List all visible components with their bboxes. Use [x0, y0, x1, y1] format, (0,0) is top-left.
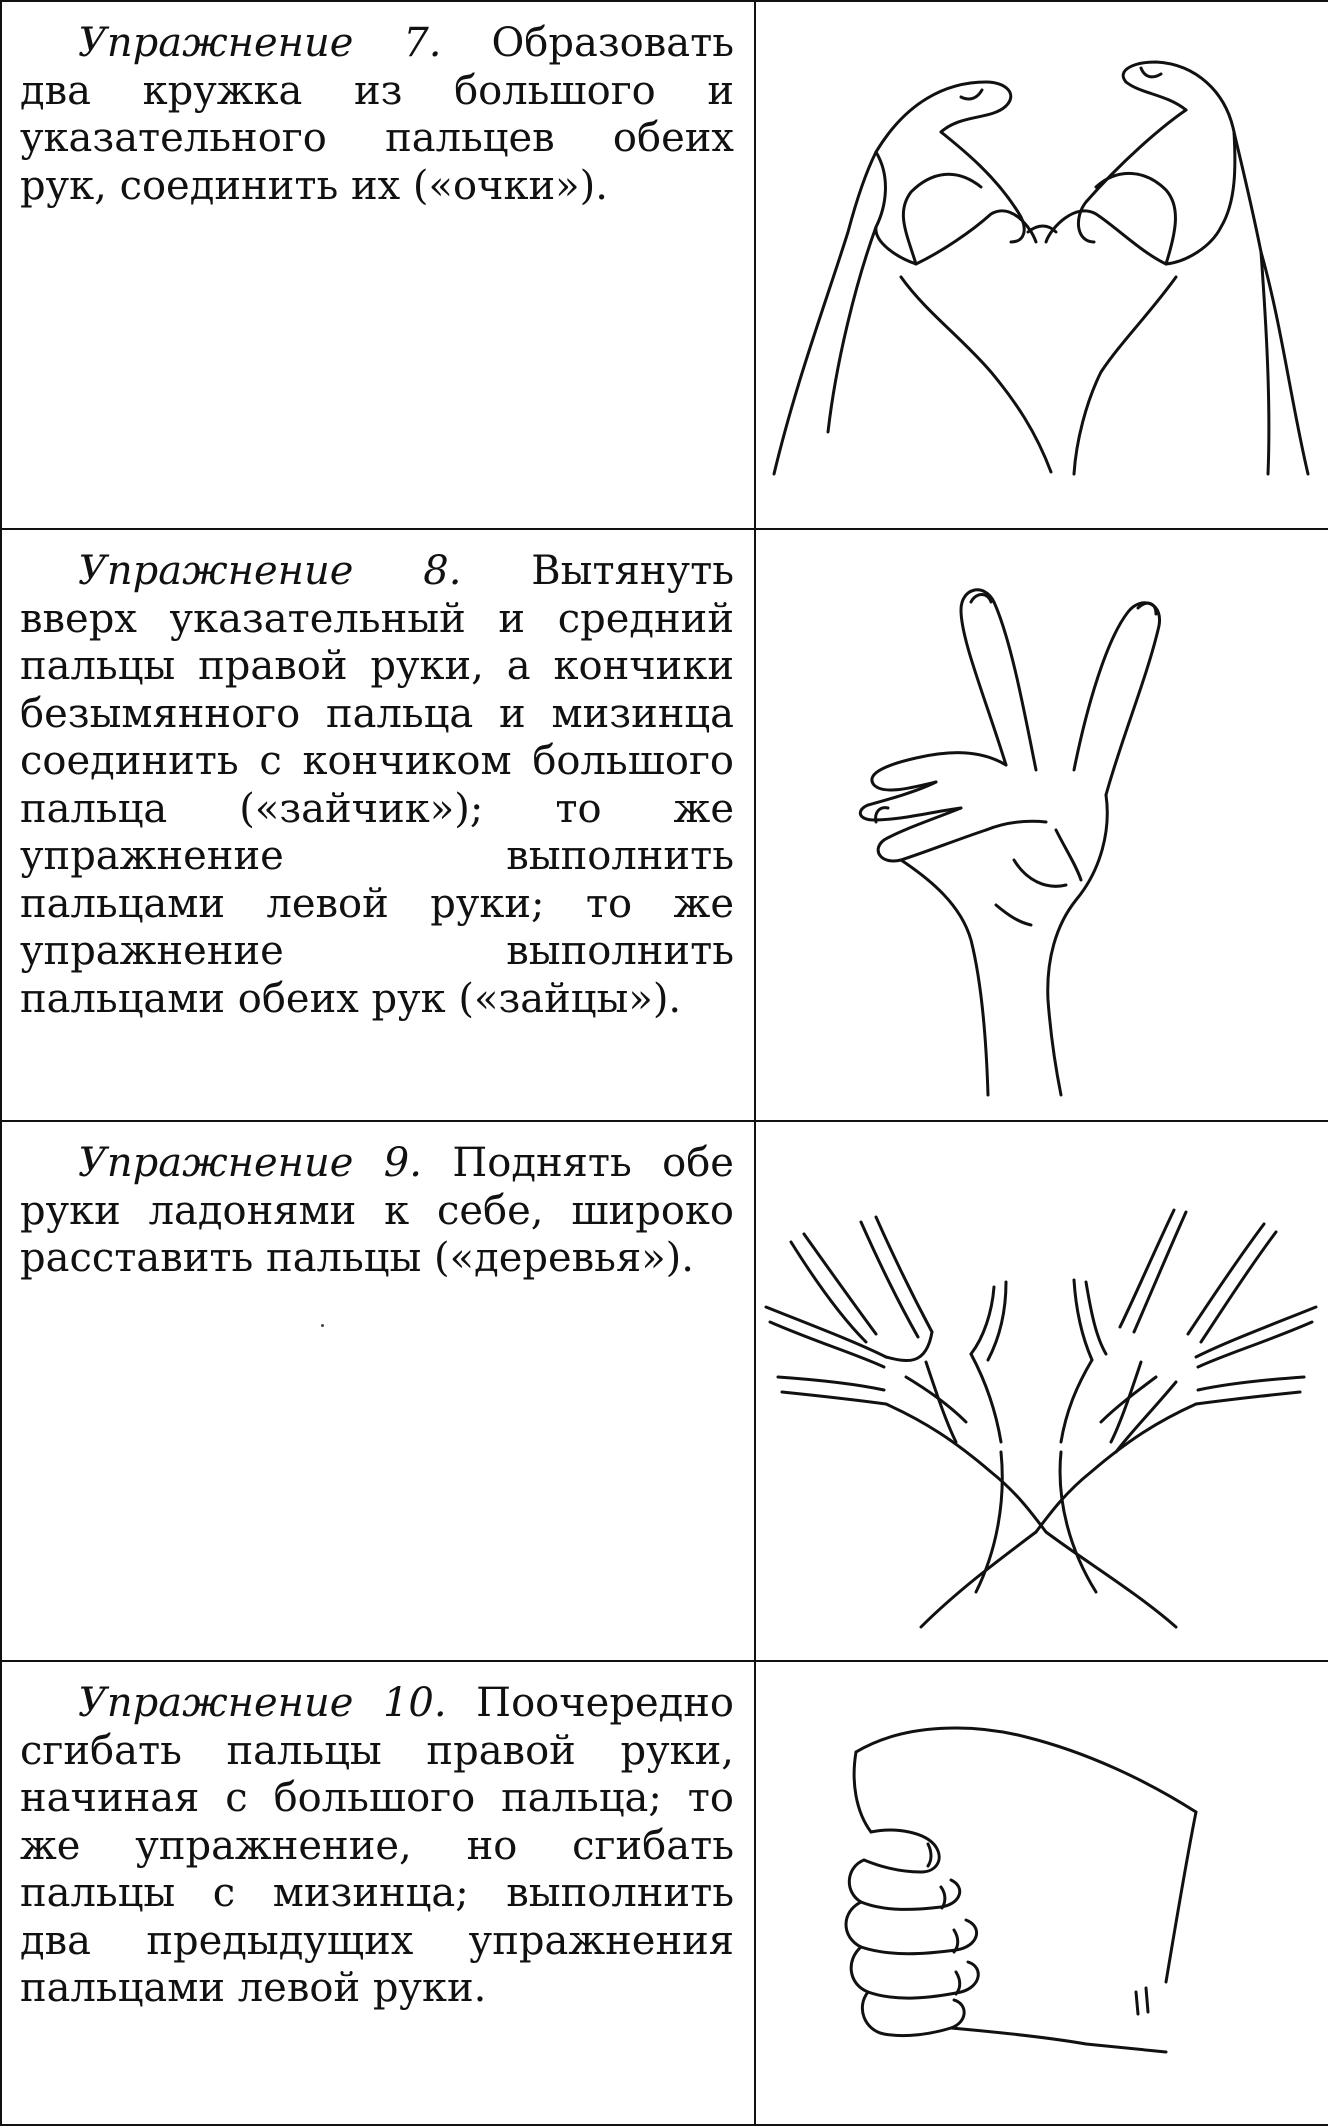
exercise-row-8 — [1, 529, 1328, 1121]
bunny-hand-icon — [756, 530, 1326, 1098]
exercise-row-7 — [1, 1, 1328, 529]
fist-hand-icon — [756, 1662, 1326, 2102]
exercise-figure-cell — [755, 1661, 1328, 2125]
exercise-label: Упражнение 10. — [78, 1680, 447, 1726]
exercise-body: Поднять обе руки ладонями к себе, широко расставить пальцы («деревья»). — [20, 1140, 734, 1281]
exercise-label: Упражнение 8. — [78, 548, 462, 594]
exercise-text-cell — [1, 1, 755, 529]
exercise-figure-cell — [755, 1, 1328, 529]
exercise-row-9 — [1, 1121, 1328, 1661]
exercise-description — [20, 548, 734, 1023]
print-speck — [321, 1324, 324, 1327]
glasses-hands-icon — [756, 2, 1326, 506]
exercise-body: Поочередно сгибать пальцы правой руки, начиная с большого пальца; то же упражнение, но сгибать пальцы с мизинца; выполнить два предыдущих упражнения пальцами левой руки. — [20, 1680, 734, 2011]
exercise-row-10 — [1, 1661, 1328, 2125]
exercise-description — [20, 1680, 734, 2013]
exercise-body: Образовать два кружка из большого и указательного пальцев обеих рук, соединить их («очки»). — [20, 20, 734, 209]
exercise-body: Вытянуть вверх указательный и средний пальцы правой руки, а кончики безымянного пальца и мизинца соединить с кончиком большого пальца («зайчик»); то же упражнение выполнить пальцами левой руки; то же упражнение выполнить пальцами обеих рук («зайцы»). — [20, 548, 734, 1022]
exercise-description — [20, 1140, 734, 1283]
exercise-text-cell — [1, 529, 755, 1121]
exercise-text-cell — [1, 1121, 755, 1661]
trees-hands-icon — [756, 1122, 1326, 1638]
exercise-text-cell — [1, 1661, 755, 2125]
exercise-figure-cell — [755, 1121, 1328, 1661]
exercise-description — [20, 20, 734, 210]
exercise-label: Упражнение 7. — [78, 20, 442, 66]
exercise-label: Упражнение 9. — [78, 1140, 422, 1186]
exercise-figure-cell — [755, 529, 1328, 1121]
